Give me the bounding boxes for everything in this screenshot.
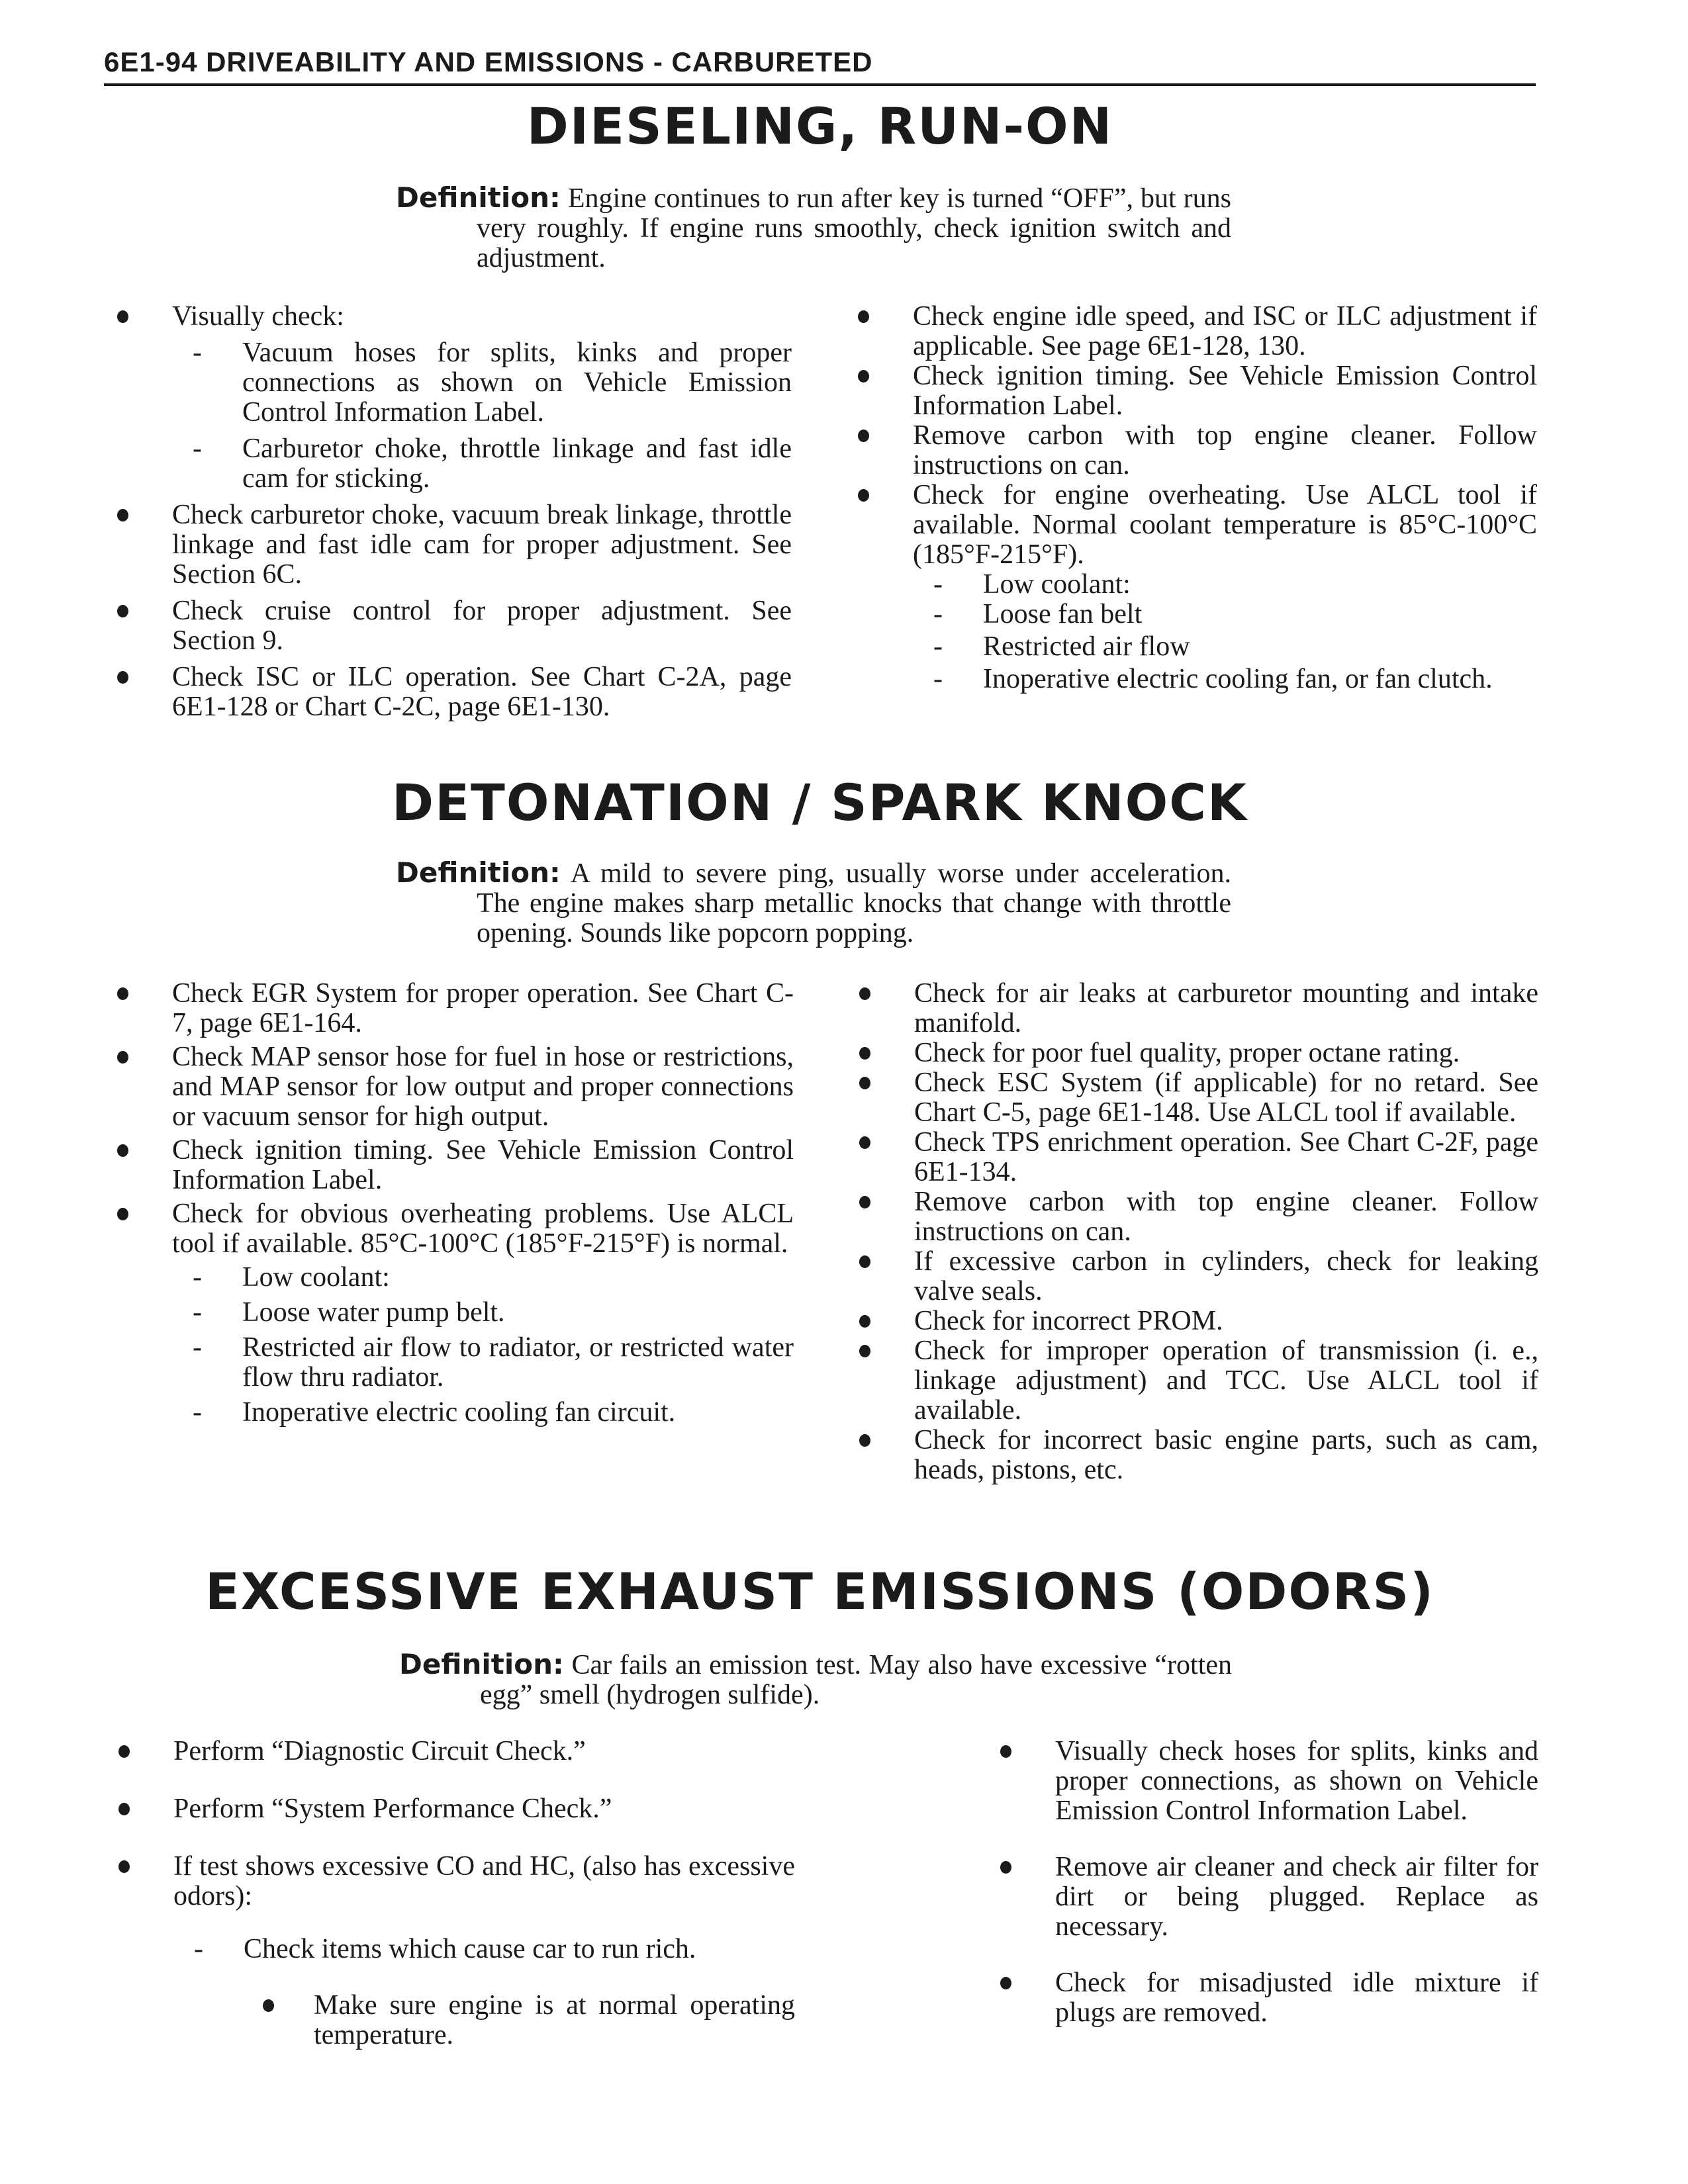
list-item: Check MAP sensor hose for fuel in hose or restrictions, and MAP sensor for low output and proper connections or vacuum sensor for high output. (105, 1042, 794, 1132)
list-item: Check ISC or ILC operation. See Chart C-2A, page 6E1-128 or Chart C-2C, page 6E1-130. (105, 662, 792, 722)
emissions-left-column (107, 1737, 795, 2050)
list-item: - Vacuum hoses for splits, kinks and proper connections as shown on Vehicle Emission Control Information Label. (105, 338, 792, 428)
list-item: - Check items which cause car to run rich. (107, 1934, 795, 1964)
list-item: Check ignition timing. See Vehicle Emission Control Information Label. (846, 361, 1537, 421)
list-item: - Loose water pump belt. (105, 1298, 794, 1328)
page-header-text: 6E1-94 DRIVEABILITY AND EMISSIONS - CARBURETED (104, 46, 873, 77)
list-item: - Low coolant: (846, 570, 1537, 600)
list-item: Remove carbon with top engine cleaner. Follow instructions on can. (846, 421, 1537, 480)
list-item: Check engine idle speed, and ISC or ILC adjustment if applicable. See page 6E1-128, 130. (846, 302, 1537, 361)
list-item: Check for incorrect basic engine parts, such as cam, heads, pistons, etc. (847, 1426, 1538, 1485)
list-item: Check for obvious overheating problems. Use ALCL tool if available. 85°C-100°C (185°F-215°F) is normal. (105, 1199, 794, 1259)
list-item: - Carburetor choke, throttle linkage and fast idle cam for sticking. (105, 434, 792, 494)
emissions-right-column (988, 1737, 1538, 2028)
list-item: Check for improper operation of transmission (i. e., linkage adjustment) and TCC. Use ALCL tool if available. (847, 1336, 1538, 1426)
list-item: If excessive carbon in cylinders, check for leaking valve seals. (847, 1247, 1538, 1306)
list-item: Check for incorrect PROM. (847, 1306, 1538, 1336)
list-item: Visually check hoses for splits, kinks and proper connections, as shown on Vehicle Emission Control Information Label. (988, 1737, 1538, 1826)
list-item: Check cruise control for proper adjustment. See Section 9. (105, 596, 792, 656)
list-item: Perform “System Performance Check.” (107, 1794, 795, 1824)
definition-excessive-emissions (399, 1649, 1232, 1710)
list-item: Check for air leaks at carburetor mounting and intake manifold. (847, 979, 1538, 1038)
list-item: Check for poor fuel quality, proper octane rating. (847, 1038, 1538, 1068)
definition-detonation (396, 858, 1231, 948)
section-title-dieseling: DIESELING, RUN-ON (526, 97, 1113, 156)
definition-label: Definition: (396, 181, 561, 214)
detonation-right-column (847, 979, 1538, 1485)
list-item: Check EGR System for proper operation. See Chart C-7, page 6E1-164. (105, 979, 794, 1038)
list-item: - Inoperative electric cooling fan circuit. (105, 1398, 794, 1428)
definition-text: Engine continues to run after key is turned “OFF”, but runs very roughly. If engine runs smoothly, check ignition switch and adjustment. (477, 183, 1232, 273)
definition-text: Car fails an emission test. May also have excessive “rotten egg” smell (hydrogen sulfide). (480, 1650, 1233, 1710)
list-item: - Inoperative electric cooling fan, or fan clutch. (846, 664, 1537, 694)
list-item: If test shows excessive CO and HC, (also has excessive odors): (107, 1852, 795, 1911)
dieseling-left-column (105, 302, 792, 722)
definition-label: Definition: (396, 856, 561, 889)
list-item: Check carburetor choke, vacuum break linkage, throttle linkage and fast idle cam for proper adjustment. See Section 6C. (105, 500, 792, 590)
list-item: Make sure engine is at normal operating temperature. (107, 1991, 795, 2050)
list-item: - Restricted air flow to radiator, or restricted water flow thru radiator. (105, 1333, 794, 1392)
list-item: Visually check: (105, 302, 792, 332)
page-header (104, 42, 1536, 86)
list-item: Remove air cleaner and check air filter for dirt or being plugged. Replace as necessary. (988, 1852, 1538, 1942)
list-item: - Low coolant: (105, 1263, 794, 1293)
list-item: Check for engine overheating. Use ALCL tool if available. Normal coolant temperature is 85°C-100°C (185°F-215°F). (846, 480, 1537, 570)
list-item: Remove carbon with top engine cleaner. Follow instructions on can. (847, 1187, 1538, 1247)
list-item: Perform “Diagnostic Circuit Check.” (107, 1737, 795, 1766)
dieseling-right-column (846, 302, 1537, 694)
definition-text: A mild to severe ping, usually worse under acceleration. The engine makes sharp metallic knocks that change with throttle opening. Sounds like popcorn popping. (477, 858, 1231, 948)
detonation-left-column (105, 979, 794, 1428)
list-item: Check TPS enrichment operation. See Chart C-2F, page 6E1-134. (847, 1128, 1538, 1187)
list-item: - Restricted air flow (846, 632, 1537, 662)
section-title-detonation: DETONATION / SPARK KNOCK (392, 773, 1248, 832)
list-item: Check ignition timing. See Vehicle Emission Control Information Label. (105, 1136, 794, 1195)
list-item: Check ESC System (if applicable) for no retard. See Chart C-5, page 6E1-148. Use ALCL tool if available. (847, 1068, 1538, 1128)
definition-dieseling (396, 183, 1231, 273)
list-item: - Loose fan belt (846, 600, 1537, 629)
section-title-excessive-emissions: EXCESSIVE EXHAUST EMISSIONS (ODORS) (205, 1562, 1434, 1621)
list-item: Check for misadjusted idle mixture if plugs are removed. (988, 1968, 1538, 2028)
definition-label: Definition: (399, 1648, 564, 1680)
